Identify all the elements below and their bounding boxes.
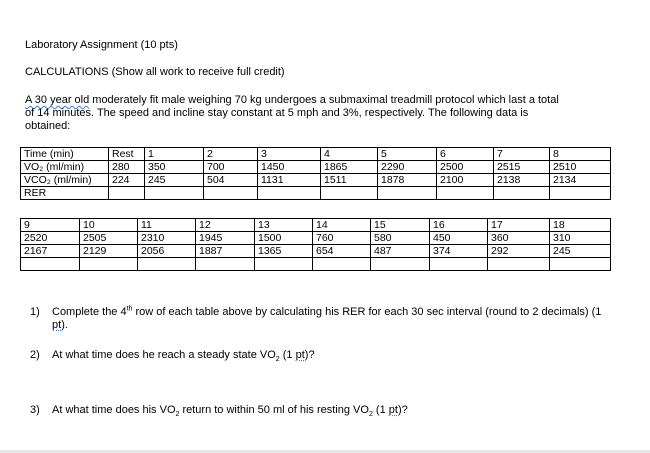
vo2-cell: 1450	[258, 161, 321, 174]
data-table-2	[20, 218, 611, 271]
vo2-cell: 310	[550, 232, 611, 245]
vo2-cell: 2510	[550, 161, 611, 174]
time-cell: 6	[437, 148, 494, 161]
rer-input-cell[interactable]	[430, 258, 488, 271]
vo2-cell: 2290	[378, 161, 437, 174]
vco2-cell: 2129	[80, 245, 138, 258]
vo2-cell: 1865	[321, 161, 378, 174]
time-cell: 3	[258, 148, 321, 161]
vco2-cell: 1887	[196, 245, 255, 258]
time-cell: 4	[321, 148, 378, 161]
rer-input-cell[interactable]	[138, 258, 196, 271]
time-cell: 5	[378, 148, 437, 161]
time-cell: 15	[371, 219, 430, 232]
vco2-cell: 2138	[494, 174, 550, 187]
vco2-cell: 1131	[258, 174, 321, 187]
rer-input-cell[interactable]	[109, 187, 145, 200]
vco2-cell: 245	[145, 174, 204, 187]
vco2-cell: 2167	[21, 245, 80, 258]
vco2-cell: 504	[204, 174, 258, 187]
vco2-header: VCO₂ (ml/min)	[21, 174, 109, 187]
vo2-cell: 2520	[21, 232, 80, 245]
question-number: 3)	[30, 404, 40, 416]
table-1-vco2-row	[21, 174, 611, 187]
question-3	[30, 404, 620, 417]
vo2-cell: 2310	[138, 232, 196, 245]
rer-input-cell[interactable]	[21, 258, 80, 271]
rer-input-cell[interactable]	[255, 258, 313, 271]
vco2-cell: 1511	[321, 174, 378, 187]
vco2-cell: 487	[371, 245, 430, 258]
vco2-cell: 1878	[378, 174, 437, 187]
vo2-cell: 760	[313, 232, 371, 245]
vo2-cell: 580	[371, 232, 430, 245]
rer-input-cell[interactable]	[204, 187, 258, 200]
rer-input-cell[interactable]	[145, 187, 204, 200]
question-number: 1)	[30, 306, 40, 318]
time-header: Time (min)	[21, 148, 109, 161]
time-cell: 18	[550, 219, 611, 232]
vo2-cell: 2500	[437, 161, 494, 174]
time-cell: 17	[488, 219, 550, 232]
question-text: At what time does his $VO_2$ return to within 50 ml of his resting $VO_2$ (1 pt)?	[52, 404, 408, 419]
time-cell: 9	[21, 219, 80, 232]
time-cell: 8	[550, 148, 611, 161]
rer-input-cell[interactable]	[550, 258, 611, 271]
page-subtitle: CALCULATIONS (Show all work to receive full credit)	[25, 66, 285, 78]
table-1-rer-row	[21, 187, 611, 200]
rer-header: RER	[21, 187, 109, 200]
vo2-cell: 2505	[80, 232, 138, 245]
page-title: Laboratory Assignment (10 pts)	[25, 39, 178, 51]
table-2-rer-row	[21, 258, 611, 271]
question-2	[30, 349, 620, 362]
vo2-cell: 700	[204, 161, 258, 174]
time-cell: 11	[138, 219, 196, 232]
question-text: At what time does he reach a steady state $VO_2$ (1 pt)?	[52, 349, 315, 364]
rer-input-cell[interactable]	[378, 187, 437, 200]
vco2-cell: 2100	[437, 174, 494, 187]
time-cell: 12	[196, 219, 255, 232]
vco2-cell: 654	[313, 245, 371, 258]
time-cell: 1	[145, 148, 204, 161]
table-1-time-row	[21, 148, 611, 161]
intro-age-phrase: A 30 year old	[25, 94, 90, 106]
vco2-cell: 1365	[255, 245, 313, 258]
vo2-header: VO₂ (ml/min)	[21, 161, 109, 174]
time-cell: 16	[430, 219, 488, 232]
vco2-cell: 2056	[138, 245, 196, 258]
vo2-cell: 2515	[494, 161, 550, 174]
intro-line-3: obtained:	[25, 120, 71, 132]
rer-input-cell[interactable]	[313, 258, 371, 271]
rer-input-cell[interactable]	[437, 187, 494, 200]
time-cell: 7	[494, 148, 550, 161]
table-2-vco2-row	[21, 245, 611, 258]
vco2-cell: 245	[550, 245, 611, 258]
vo2-cell: 1500	[255, 232, 313, 245]
question-number: 2)	[30, 349, 40, 361]
rer-input-cell[interactable]	[321, 187, 378, 200]
rer-input-cell[interactable]	[371, 258, 430, 271]
rer-input-cell[interactable]	[488, 258, 550, 271]
rer-input-cell[interactable]	[196, 258, 255, 271]
time-cell: 13	[255, 219, 313, 232]
intro-line-1	[25, 94, 559, 107]
rer-input-cell[interactable]	[80, 258, 138, 271]
intro-line-1-rest: moderately fit male weighing 70 kg undergoes a submaximal treadmill protocol which last a total	[89, 94, 559, 106]
rer-input-cell[interactable]	[258, 187, 321, 200]
table-2-time-row	[21, 219, 611, 232]
time-cell: 14	[313, 219, 371, 232]
intro-line-2: of 14 minutes. The speed and incline stay constant at 5 mph and 3%, respectively. The following data is	[25, 107, 529, 119]
rer-input-cell[interactable]	[494, 187, 550, 200]
question-text: Complete the 4th row of each table above by calculating his RER for each 30 sec interval (round to 2 decimals) (1 pt).	[52, 305, 602, 331]
rest-header: Rest	[109, 148, 145, 161]
vo2-cell: 360	[488, 232, 550, 245]
vo2-cell: 450	[430, 232, 488, 245]
vco2-cell: 374	[430, 245, 488, 258]
vco2-cell: 292	[488, 245, 550, 258]
vo2-cell: 350	[145, 161, 204, 174]
vco2-cell: 2134	[550, 174, 611, 187]
time-cell: 10	[80, 219, 138, 232]
question-1	[30, 306, 620, 332]
table-2-vo2-row	[21, 232, 611, 245]
data-table-1	[20, 147, 611, 200]
rer-input-cell[interactable]	[550, 187, 611, 200]
table-1-vo2-row	[21, 161, 611, 174]
vco2-cell: 224	[109, 174, 145, 187]
time-cell: 2	[204, 148, 258, 161]
vo2-cell: 1945	[196, 232, 255, 245]
vo2-cell: 280	[109, 161, 145, 174]
